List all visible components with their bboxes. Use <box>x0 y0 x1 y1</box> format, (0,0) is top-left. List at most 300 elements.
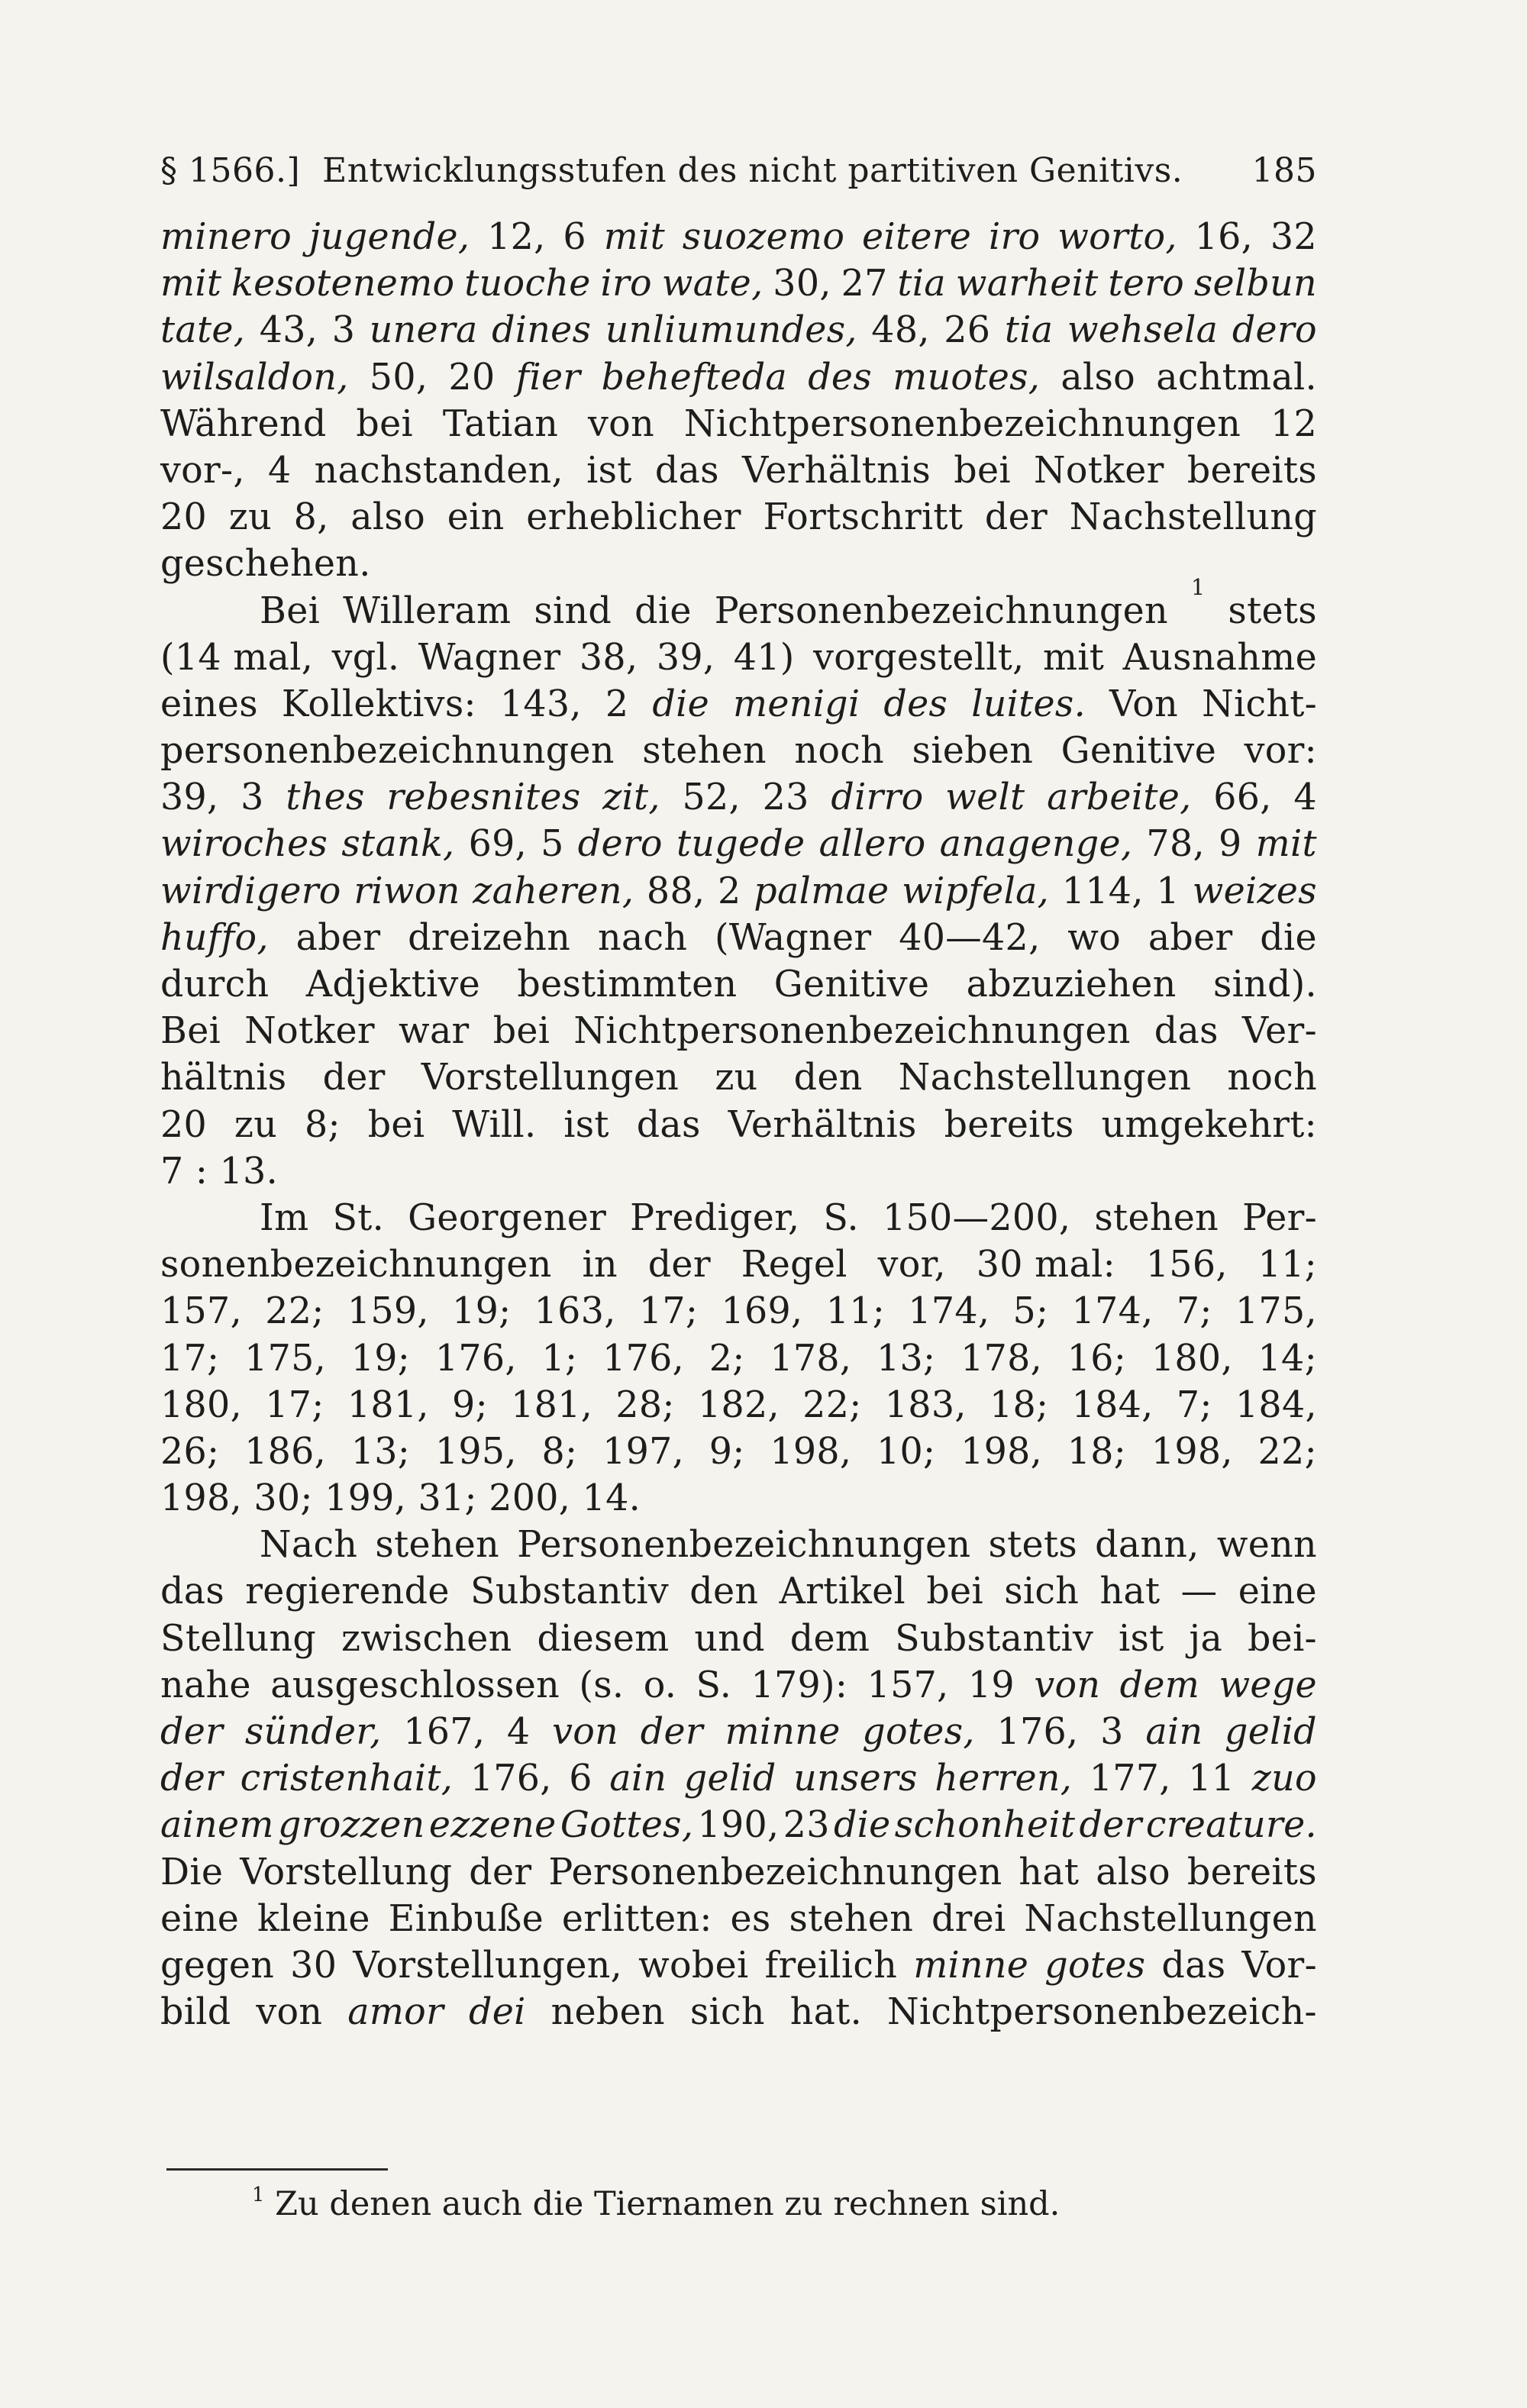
word: behefteda <box>601 356 788 399</box>
word: dero <box>1232 309 1317 352</box>
word: (s. <box>579 1664 625 1706</box>
word: Notker <box>1034 449 1164 492</box>
word: Wagner <box>418 636 561 679</box>
word: vgl. <box>331 636 400 679</box>
word: Bei <box>160 1010 221 1053</box>
word: 5 <box>541 823 564 866</box>
word: 175, <box>1235 1290 1317 1333</box>
word: 190, <box>697 1804 780 1847</box>
text-line <box>160 821 1317 867</box>
word: menigi <box>733 683 860 725</box>
word: 16, <box>1194 216 1254 258</box>
word: von <box>1034 1664 1101 1706</box>
word: gotes <box>1044 1944 1146 1987</box>
word: Vor- <box>1241 1944 1317 1987</box>
word: zu <box>228 496 272 539</box>
word: 12 <box>1270 402 1317 445</box>
word: Nachstellung <box>1069 496 1317 539</box>
text-line <box>160 447 1317 494</box>
word: 23 <box>762 776 809 819</box>
word: ain <box>609 1758 667 1800</box>
word: Prediger, <box>630 1196 800 1239</box>
word: 181, <box>511 1383 593 1426</box>
word: 169, <box>721 1290 803 1333</box>
word: sind). <box>1212 964 1317 1005</box>
word: neben <box>550 1991 665 2034</box>
word: erheblicher <box>526 496 741 539</box>
footnote-rule <box>166 2168 388 2171</box>
word: mit <box>1255 823 1317 866</box>
word: Notker <box>244 1010 375 1053</box>
word: 8; <box>305 1103 341 1146</box>
text-line <box>160 634 1317 681</box>
word: ja <box>1189 1617 1223 1660</box>
word: 181, <box>347 1383 429 1426</box>
word: tia <box>897 263 946 305</box>
text-line <box>160 260 1317 307</box>
word: der <box>640 1711 703 1753</box>
word: hat <box>1099 1570 1161 1613</box>
word: 178, <box>770 1337 852 1380</box>
word: 198, <box>1151 1430 1233 1473</box>
word: wipfela, <box>902 870 1050 912</box>
word: 197, <box>602 1430 685 1473</box>
word: Nichtpersonenbezeichnungen <box>573 1010 1131 1053</box>
text-line <box>160 868 1317 915</box>
word: bereits <box>1186 1851 1317 1893</box>
word: unliumundes, <box>605 309 857 352</box>
word: Die <box>160 1851 224 1893</box>
word: Bei <box>260 589 321 632</box>
word: 157, <box>867 1664 949 1706</box>
word: 9; <box>452 1383 488 1426</box>
word: 184, <box>1235 1383 1317 1426</box>
word: tia <box>1004 309 1054 352</box>
word: stets <box>988 1524 1078 1567</box>
word: 39, <box>160 776 219 819</box>
word: Während <box>160 402 327 445</box>
footnote-text: Zu denen auch die Tiernamen zu rechnen sind. <box>275 2185 1061 2223</box>
word: 182, <box>697 1383 780 1426</box>
word: luites. <box>971 683 1086 725</box>
word: S. <box>823 1196 859 1239</box>
word: Verhältnis <box>741 449 931 492</box>
word: huffo, <box>160 916 269 959</box>
word: 27 <box>841 263 888 305</box>
word: stets <box>1228 589 1317 632</box>
word: 20 <box>160 496 208 539</box>
word: der <box>1079 1804 1142 1847</box>
word: Nachstellungen <box>898 1057 1192 1099</box>
word: eine <box>1238 1570 1317 1613</box>
word: bei <box>926 1570 983 1613</box>
word: 22; <box>802 1383 862 1426</box>
word: Personenbezeichnungen <box>548 1851 1002 1893</box>
word: 18; <box>989 1383 1049 1426</box>
word: 66, <box>1213 776 1272 819</box>
text-line <box>160 1849 1317 1896</box>
word: 38, <box>579 636 638 679</box>
text-line <box>160 1288 1317 1335</box>
word: die <box>833 1804 891 1847</box>
word: 176, <box>434 1337 517 1380</box>
word: vor: <box>1244 730 1317 773</box>
word: nachstanden, <box>314 449 563 492</box>
word: 30 mal: <box>976 1244 1115 1286</box>
word: zuo <box>1251 1758 1317 1800</box>
word: 19; <box>452 1290 512 1333</box>
word: 4 <box>1293 776 1317 819</box>
word: 184, <box>1071 1383 1154 1426</box>
word: stehen <box>789 1897 914 1940</box>
text-line <box>160 1942 1317 1989</box>
word: Ver- <box>1241 1010 1317 1053</box>
text-line <box>160 1568 1317 1615</box>
word: 11; <box>825 1290 886 1333</box>
word: schonheit <box>894 1804 1076 1847</box>
word: der <box>469 1851 532 1893</box>
word: Ausnahme <box>1122 636 1317 679</box>
word: sind <box>534 589 612 632</box>
word: Willeram <box>343 589 512 632</box>
word: hat <box>1019 1851 1080 1893</box>
word: erlitten: <box>561 1897 712 1940</box>
word: ein <box>447 496 505 539</box>
word: 14; <box>1257 1337 1317 1380</box>
text-line <box>160 1709 1317 1755</box>
word: 198, <box>960 1430 1043 1473</box>
word: weizes <box>1192 870 1317 912</box>
word: amor <box>347 1991 444 2034</box>
text-line <box>160 728 1317 774</box>
word: 20 <box>160 1103 208 1146</box>
word: also <box>1096 1851 1170 1893</box>
word: herren, <box>935 1758 1073 1800</box>
word: 174, <box>908 1290 990 1333</box>
word: abzuziehen <box>966 964 1177 1005</box>
word: 176, <box>602 1337 685 1380</box>
text-line <box>160 1755 1317 1802</box>
word: diesem <box>537 1617 670 1660</box>
word: 19; <box>350 1337 411 1380</box>
word: Georgener <box>408 1196 607 1239</box>
word: 69, <box>468 823 528 866</box>
word: rebesnites <box>386 776 581 819</box>
word: die <box>1260 916 1317 959</box>
word: wo <box>1067 916 1122 959</box>
word: minne <box>725 1711 841 1753</box>
word: durch <box>160 964 270 1005</box>
word: grozzen <box>278 1804 425 1847</box>
word: 7 : 13. <box>160 1150 279 1193</box>
word: also <box>1061 356 1136 399</box>
word: 40—42, <box>899 916 1041 959</box>
word: wate, <box>661 263 764 305</box>
running-header <box>160 151 1317 197</box>
word: Nicht- <box>1202 683 1317 725</box>
word: mit <box>1042 636 1105 679</box>
word: 11; <box>1257 1244 1317 1286</box>
header-left <box>160 151 1183 190</box>
word: geschehen. <box>160 543 371 586</box>
word: den <box>689 1570 759 1613</box>
word: welt <box>945 776 1025 819</box>
word: vor-, <box>160 449 245 492</box>
word: 32 <box>1270 216 1317 258</box>
word: stank, <box>341 823 455 866</box>
word: ist <box>563 1103 609 1146</box>
word: 163, <box>534 1290 616 1333</box>
word: S. <box>696 1664 732 1706</box>
text-line <box>160 1008 1317 1054</box>
word: anagenge, <box>939 823 1133 866</box>
word: 22; <box>1257 1430 1317 1473</box>
word: — <box>1180 1570 1218 1613</box>
word: 28; <box>615 1383 675 1426</box>
word: 88, <box>646 870 705 912</box>
word: noch <box>1227 1057 1317 1099</box>
text-line <box>160 1054 1317 1101</box>
word: der <box>647 1244 711 1286</box>
word: 198, 30; 199, 31; 200, 14. <box>160 1477 641 1520</box>
word: 157, <box>160 1290 242 1333</box>
text-line <box>160 494 1317 541</box>
word: umgekehrt: <box>1101 1103 1317 1146</box>
word: 2 <box>605 683 629 725</box>
word: tugede <box>676 823 805 866</box>
word: Personenbezeichnungen <box>517 1524 971 1567</box>
word: unera <box>369 309 478 352</box>
word: 26; <box>160 1430 220 1473</box>
word: wege <box>1219 1664 1317 1706</box>
text-line <box>160 1662 1317 1709</box>
word: 186, <box>244 1430 327 1473</box>
text-line <box>160 1989 1317 2035</box>
page-number: 185 <box>1251 151 1317 190</box>
word: dann, <box>1095 1524 1199 1567</box>
word: drei <box>931 1897 1006 1940</box>
text-line <box>160 1148 1317 1195</box>
word: von <box>552 1711 619 1753</box>
word: Artikel <box>779 1570 906 1613</box>
word: von <box>256 1991 323 2034</box>
word: 26 <box>944 309 991 352</box>
word: Einbuße <box>388 1897 544 1940</box>
word: ain <box>1145 1711 1203 1753</box>
word: sich <box>1004 1570 1080 1613</box>
text-line <box>160 1896 1317 1942</box>
word: allero <box>818 823 926 866</box>
word: Adjektive <box>305 964 481 1005</box>
word: dei <box>469 1991 526 2034</box>
word: 13; <box>350 1430 411 1473</box>
word: bei <box>367 1103 425 1146</box>
word: arbeite, <box>1047 776 1192 819</box>
word: 10; <box>876 1430 936 1473</box>
text-line <box>160 1522 1317 1568</box>
header-title: Entwicklungsstufen des nicht partitiven Genitivs. <box>322 151 1183 190</box>
text-line <box>160 1802 1317 1848</box>
word: stehen <box>375 1524 500 1567</box>
word: Regel <box>741 1244 847 1286</box>
word: aber <box>295 916 381 959</box>
word: 2 <box>718 870 741 912</box>
word: Tatian <box>442 402 559 445</box>
word: wiroches <box>160 823 328 866</box>
word: das <box>1161 1944 1226 1987</box>
text-line <box>160 1428 1317 1475</box>
text-line <box>160 915 1317 961</box>
word: bild <box>160 1991 231 2034</box>
word: riwon <box>354 870 460 912</box>
text-line <box>160 1475 1317 1522</box>
word: 3 <box>1100 1711 1124 1753</box>
word: wirdigero <box>160 870 341 912</box>
word: minne <box>913 1944 1029 1987</box>
word: bereits <box>944 1103 1074 1146</box>
word: 143, <box>499 683 582 725</box>
word: eitere <box>862 216 972 258</box>
word: Gottes, <box>560 1804 694 1847</box>
word: also <box>350 496 425 539</box>
word: der <box>160 1758 224 1800</box>
word: hältnis <box>160 1057 287 1099</box>
word: 4 <box>506 1711 531 1753</box>
word: muotes, <box>893 356 1041 399</box>
footnote-ref: 1 <box>1190 574 1206 600</box>
word: warheit <box>955 263 1099 305</box>
word: zaheren, <box>473 870 634 912</box>
word: tuoche <box>464 263 591 305</box>
word: 17; <box>638 1290 699 1333</box>
word: 19 <box>967 1664 1015 1706</box>
word: 159, <box>347 1290 429 1333</box>
word: vorgestellt, <box>813 636 1025 679</box>
text-line <box>160 774 1317 821</box>
word: 78, <box>1146 823 1205 866</box>
text-line <box>160 401 1317 447</box>
word: nach <box>597 916 688 959</box>
word: Substantiv <box>470 1570 670 1613</box>
text-line <box>160 1335 1317 1382</box>
word: und <box>694 1617 765 1660</box>
word: 180, <box>160 1383 242 1426</box>
word: das <box>654 449 719 492</box>
word: vor, <box>877 1244 946 1286</box>
word: dreizehn <box>408 916 571 959</box>
word: (Wagner <box>714 916 872 959</box>
word: 9 <box>1219 823 1242 866</box>
word: noch <box>794 730 885 773</box>
word: thes <box>286 776 365 819</box>
word: o. <box>643 1664 677 1706</box>
word: war <box>398 1010 470 1053</box>
word: cristenhait, <box>240 1758 454 1800</box>
text-line <box>160 574 1317 634</box>
word: 8, <box>293 496 329 539</box>
word: nahe <box>160 1664 251 1706</box>
word: creature. <box>1145 1804 1317 1847</box>
word: von <box>588 402 654 445</box>
word: worto, <box>1057 216 1177 258</box>
word: zu <box>234 1103 278 1146</box>
text-line <box>160 961 1317 1008</box>
word: dirro <box>831 776 924 819</box>
word: achtmal. <box>1156 356 1317 399</box>
word: freilich <box>764 1944 898 1987</box>
word: 1 <box>1156 870 1180 912</box>
word: 41) <box>733 636 795 679</box>
word: 156, <box>1145 1244 1228 1286</box>
word: suozemo <box>682 216 845 258</box>
word: dero <box>577 823 663 866</box>
word: bestimmten <box>517 964 738 1005</box>
word: mit <box>603 216 665 258</box>
word: 176, <box>996 1711 1079 1753</box>
footnote <box>252 2185 1060 2223</box>
word: tate, <box>160 309 246 352</box>
word: sünder, <box>244 1711 382 1753</box>
text-line <box>160 354 1317 401</box>
text-line <box>160 1616 1317 1662</box>
word: gotes, <box>862 1711 975 1753</box>
word: selbun <box>1193 263 1317 305</box>
word: (14 mal, <box>160 636 314 679</box>
word: 6 <box>563 216 586 258</box>
word: 8; <box>541 1430 578 1473</box>
word: Genitive <box>773 964 930 1005</box>
word: 4 <box>267 449 292 492</box>
word: Genitive <box>1061 730 1217 773</box>
word: 5; <box>1012 1290 1049 1333</box>
word: Kollektivs: <box>281 683 476 725</box>
word: Vorstellungen, <box>353 1944 623 1987</box>
word: zit, <box>602 776 660 819</box>
word: hat. <box>789 1991 863 2034</box>
word: jugende, <box>308 216 470 258</box>
word: 39, <box>656 636 715 679</box>
word: regierende <box>245 1570 450 1613</box>
word: minero <box>160 216 292 258</box>
word: 18; <box>1067 1430 1127 1473</box>
word: Nichtpersonenbezeichnungen <box>683 402 1241 445</box>
word: der <box>160 1711 224 1753</box>
word: 195, <box>434 1430 517 1473</box>
word: 12, <box>487 216 546 258</box>
word: Von <box>1109 683 1179 725</box>
word: 3 <box>241 776 264 819</box>
word: 20 <box>448 356 496 399</box>
word: Vorstellungen <box>421 1057 680 1099</box>
word: wilsaldon, <box>160 356 349 399</box>
word: eines <box>160 683 258 725</box>
word: des <box>883 683 948 725</box>
word: 114, <box>1061 870 1144 912</box>
word: 183, <box>884 1383 967 1426</box>
word: Nachstellungen <box>1024 1897 1317 1940</box>
word: mit <box>160 263 222 305</box>
word: 13; <box>876 1337 936 1380</box>
word: stehen <box>642 730 767 773</box>
word: 3 <box>331 309 356 352</box>
word: 179): <box>751 1664 848 1706</box>
word: 150—200, <box>883 1196 1071 1239</box>
word: 52, <box>682 776 741 819</box>
word: der <box>984 496 1048 539</box>
word: des <box>808 356 873 399</box>
word: stehen <box>1094 1196 1219 1239</box>
word: bei <box>356 402 413 445</box>
